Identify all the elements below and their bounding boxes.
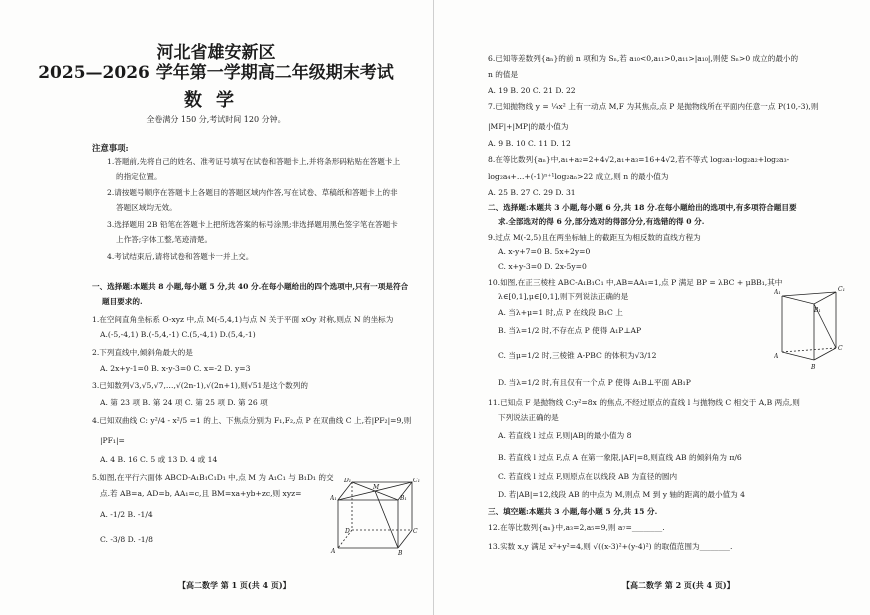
option-line: D. 若|AB|=12,线段 AB 的中点为 M,则点 M 到 y 轴的距离的最小值为 4: [498, 490, 746, 499]
figure-label: A₁: [330, 495, 337, 502]
option-line: A. 2x+y-1=0 B. x-y-3=0 C. x=-2 D. y=3: [100, 364, 251, 373]
question-line: 7.已知抛物线 y = ¼x² 上有一动点 M,F 为其焦点,点 P 是抛物线所在平面内任意一点 P(10,-3),则: [488, 102, 819, 111]
option-line: A.(-5,-4,1) B.(-5,4,-1) C.(5,-4,1) D.(5,4,-1): [100, 330, 256, 339]
option-line: A. 若直线 l 过点 F,则|AB|的最小值为 8: [498, 431, 632, 440]
question-line: 12.在等比数列{aₙ}中,a₃=2,a₅=9,则 a₇=________.: [488, 523, 665, 532]
figure-label: B₁: [814, 307, 821, 314]
page-2: [436, 0, 868, 615]
question-line: 5.如图,在平行六面体 ABCD-A₁B₁C₁D₁ 中,点 M 为 A₁C₁ 与 B₁D₁ 的交: [92, 473, 334, 482]
subject-title: 数学: [184, 90, 248, 111]
figure-label: A: [774, 353, 779, 360]
section-heading: 三、填空题:本题共 3 小题,每小题 5 分,共 15 分.: [488, 507, 658, 516]
figure-label: C: [413, 528, 418, 535]
figure-label: M: [373, 484, 380, 491]
figure-label: C₁: [838, 286, 845, 293]
page-footer: 【高二数学 第 2 页(共 4 页)】: [622, 580, 735, 590]
figure-label: C: [838, 345, 843, 352]
figure-label: C₁: [413, 478, 420, 484]
option-line: A. 第 23 项 B. 第 24 项 C. 第 25 项 D. 第 26 项: [100, 398, 268, 407]
question-line: |PF₁|=: [100, 436, 125, 445]
section-heading: 二、选择题:本题共 3 小题,每小题 6 分,共 18 分.在每小题给出的选项中,有多项符合题目要: [488, 203, 797, 212]
page-divider: [433, 0, 434, 615]
question-line: 6.已知等差数列{aₙ}的前 n 项和为 Sₙ,若 a₁₀<0,a₁₁>0,a₁₁>|a₁₀|,则使 Sₙ>0 成立的最小的: [488, 54, 799, 63]
question-line: |MF|+|MP|的最小值为: [488, 122, 569, 131]
option-line: B. 当λ=1/2 时,不存在点 P 使得 A₁P⊥AP: [498, 326, 642, 335]
notice-line: 2.请按题号顺序在答题卡上各题目的答题区域内作答,写在试卷、草稿纸和答题卡上的非: [107, 188, 398, 197]
notice-line: 的指定位置。: [116, 172, 162, 181]
question-line: 13.实数 x,y 满足 x²+y²=4,则 √((x-3)²+(y-4)²) 的取值范围为________.: [488, 542, 733, 551]
figure-label: A: [331, 548, 336, 555]
figure-label: B: [398, 550, 403, 557]
question-line: 点.若 AB=a, AD=b, AA₁=c,且 BM=xa+yb+zc,则 xyz=: [100, 489, 302, 498]
figure-label: A₁: [774, 289, 781, 296]
question-line: λ∈[0,1],μ∈[0,1],则下列说法正确的是: [498, 292, 629, 301]
question-line: 9.过点 M(-2,5)且在两坐标轴上的截距互为相反数的直线方程为: [488, 233, 701, 242]
option-line: D. 当λ=1/2 时,有且仅有一个点 P 使得 A₁B⊥平面 AB₁P: [498, 378, 691, 387]
region-title: 河北省雄安新区: [156, 43, 276, 63]
option-line: A. -1/2 B. -1/4: [100, 510, 153, 519]
option-line: C. -3/8 D. -1/8: [100, 535, 154, 544]
option-line: A. 19 B. 20 C. 21 D. 22: [488, 86, 576, 95]
figure-label: B₁: [400, 495, 407, 502]
option-line: C. x+y-3=0 D. 2x-5y=0: [498, 262, 587, 271]
figure-label: B: [811, 364, 816, 371]
option-line: A. 25 B. 27 C. 29 D. 31: [488, 188, 576, 197]
option-line: B. 若直线 l 过点 F,点 A 在第一象限,|AF|=8,则直线 AB 的倾斜角为 π/6: [498, 453, 742, 462]
exam-title: 2025—2026 学年第一学期高二年级期末考试: [38, 63, 394, 83]
prism-figure: [774, 282, 854, 372]
notice-line: 4.考试结束后,请将试卷和答题卡一并上交。: [107, 252, 254, 261]
figure-label: D: [345, 528, 350, 535]
question-line: 下列说法正确的是: [498, 413, 559, 422]
question-line: 10.如图,在正三棱柱 ABC-A₁B₁C₁ 中,AB=AA₁=1,点 P 满足 BP = λBC + μBB₁,其中: [488, 278, 783, 287]
section-heading: 求.全部选对的得 6 分,部分选对的得部分分,有选错的得 0 分.: [498, 217, 705, 226]
option-line: A. 9 B. 10 C. 11 D. 12: [488, 139, 571, 148]
question-line: 8.在等比数列{aₙ}中,a₁+a₂=2+4√2,a₁+a₃=16+4√2,若不等式 log₂a₁-log₂a₂+log₂a₃-: [488, 155, 790, 164]
section-heading: 一、选择题:本题共 8 小题,每小题 5 分,共 40 分.在每小题给出的四个选项中,只有一项是符合: [92, 282, 409, 291]
notice-line: 答题区域均无效。: [116, 203, 177, 212]
question-line: 4.已知双曲线 C: y²/4 - x²/5 =1 的上、下焦点分别为 F₁,F₂,点 P 在双曲线 C 上,若|PF₂|=9,则: [92, 416, 412, 425]
option-line: C. 若直线 l 过点 F,则原点在以线段 AB 为直径的圆内: [498, 472, 678, 481]
page-footer: 【高二数学 第 1 页(共 4 页)】: [178, 580, 291, 590]
question-line: 11.已知点 F 是抛物线 C:y²=8x 的焦点,不经过原点的直线 l 与抛物线 C 相交于 A,B 两点,则: [488, 398, 800, 407]
question-line: 3.已知数列√3,√5,√7,…,√(2n-1),√(2n+1),则√51是这个数列的: [92, 381, 308, 390]
option-line: A. x-y+7=0 B. 5x+2y=0: [498, 247, 591, 256]
option-line: C. 当μ=1/2 时,三棱锥 A-PBC 的体积为√3/12: [498, 351, 657, 360]
figure-label: D₁: [344, 478, 352, 484]
question-line: log₂a₄+…+(-1)ⁿ⁺¹log₂aₙ>22 成立,则 n 的最小值为: [488, 172, 669, 181]
question-line: 1.在空间直角坐标系 O-xyz 中,点 M(-5,4,1)与点 N 关于平面 xOy 对称,则点 N 的坐标为: [92, 315, 394, 324]
question-line: 2.下列直线中,倾斜角最大的是: [92, 348, 193, 357]
notice-line: 上作答;字体工整,笔迹清楚。: [116, 235, 213, 244]
notice-heading: 注意事项:: [92, 143, 129, 153]
section-heading: 题目要求的.: [102, 297, 143, 306]
notice-line: 1.答题前,先将自己的姓名、准考证号填写在试卷和答题卡上,并将条形码粘贴在答题卡上: [107, 157, 401, 166]
option-line: A. 4 B. 16 C. 5 或 13 D. 4 或 14: [100, 455, 218, 464]
notice-line: 3.选择题用 2B 铅笔在答题卡上把所选答案的标号涂黑;非选择题用黑色签字笔在答题卡: [107, 220, 398, 229]
question-line: n 的值是: [488, 70, 519, 79]
parallelepiped-figure: [330, 478, 420, 558]
exam-info: 全卷满分 150 分,考试时间 120 分钟。: [146, 115, 286, 124]
page-1: [0, 0, 432, 615]
option-line: A. 当λ+μ=1 时,点 P 在线段 B₁C 上: [498, 308, 623, 317]
